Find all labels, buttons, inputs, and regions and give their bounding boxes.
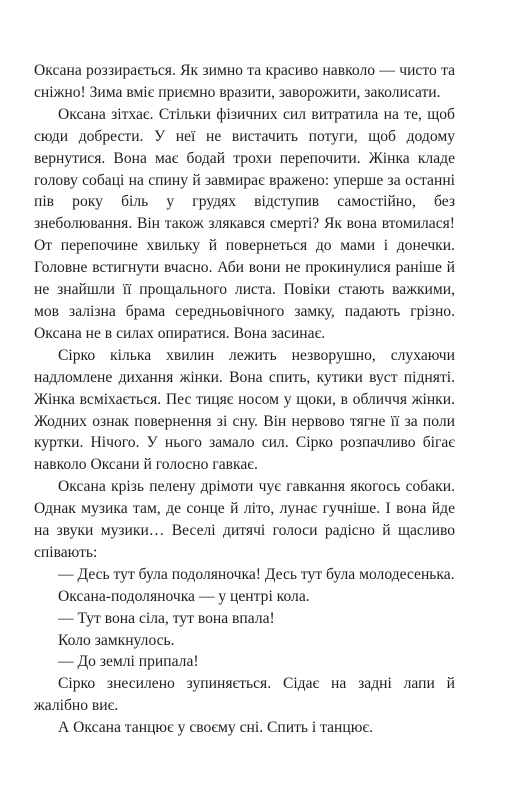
dialog-line-2: Оксана-подоляночка — у центрі кола.	[58, 587, 310, 605]
paragraph-3: Сірко кілька хвилин лежить незворушно, слухаючи надломлене дихання жінки. Вона спить, кутики вуст підняті. Жінка всміхається. Пес тицяє носом у щоки, в обличчя жінки. Жодних ознак повернення зі сну. Він нервово тягне її за поли куртки. Нічого. У нього замало сил. Сірко розпачливо бігає навколо Оксани й голосно гавкає.	[34, 346, 455, 474]
paragraph-1: Оксана роззирається. Як зимно та красиво навколо — чисто та сніжно! Зима вміє приємно вразити, заворожити, заколисати.	[34, 62, 455, 101]
paragraph-4: Оксана крізь пелену дрімоти чує гавкання якогось собаки. Однак музика там, де сонце й літо, лунає гучніше. І вона йде на звуки музики… Веселі дитячі голоси радісно й щасливо співають:	[34, 478, 455, 561]
dialog-line-1: — Десь тут була подоляночка! Десь тут була молодесенька.	[58, 565, 455, 583]
page-text-body	[34, 60, 455, 739]
paragraph-6: А Оксана танцює у своєму сні. Спить і танцює.	[58, 719, 373, 737]
dialog-line-3: — Тут вона сіла, тут вона впала!	[58, 609, 275, 627]
paragraph-5: Сірко знесилено зупиняється. Сідає на задні лапи й жалібно виє.	[34, 675, 455, 715]
dialog-line-5: — До землі припала!	[58, 653, 199, 671]
dialog-line-4: Коло замкнулось.	[58, 631, 175, 649]
paragraph-2: Оксана зітхає. Стільки фізичних сил витратила на те, щоб сюди добрести. У неї не вистачить потуги, щоб додому вернутися. Вона має бодай трохи перепочити. Жінка кладе голову собаці на спину й завмирає вражено: уперше за останні пів року біль у грудях відступив самостійно, без знеболювання. Він також злякався смерті? Як вона втомилася! От перепочине хвильку й повернеться до мами і донечки. Головне встигнути вчасно. Аби вони не прокинулися раніше й не знайшли її прощального листа. Повіки стають важкими, мов залізна брама середньовічного замку, падають грізно. Оксана не в силах опиратися. Вона засинає.	[34, 105, 455, 342]
